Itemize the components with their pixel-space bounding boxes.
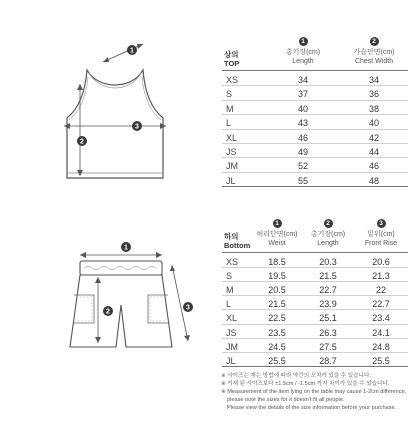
top-row-divider <box>222 143 408 144</box>
svg-text:3: 3 <box>186 304 190 312</box>
bottom-col-rise-header: 3 밑위(cm) Front Rise <box>364 220 398 248</box>
note-line-4: please note the sizes for it doesn't fit all people. <box>227 397 345 404</box>
top-row-size: M <box>226 103 234 114</box>
bottom-col-waist-header: 1 허리단면(cm) Weist <box>256 220 298 248</box>
bottom-row-value-col1: 19.5 <box>268 271 286 282</box>
bottom-row-value-col1: 21.5 <box>268 299 286 310</box>
bottom-row-value-col1: 20.5 <box>268 285 286 296</box>
top-row-value-col2: 40 <box>368 118 379 129</box>
top-row-value-col1: 43 <box>297 118 308 129</box>
top-row-divider <box>222 85 408 86</box>
bottom-row-value-col2: 22.7 <box>319 285 337 296</box>
top-row-size: L <box>226 118 232 129</box>
top-row-divider <box>222 114 408 115</box>
bottom-row-value-col1: 24.5 <box>268 341 286 352</box>
bottom-col3-num-icon: 3 <box>377 219 386 228</box>
bottom-marker-2 <box>103 306 113 316</box>
bottom-row-value-col2: 23.9 <box>319 299 337 310</box>
top-row-value-col2: 38 <box>368 103 379 114</box>
bottom-header-divider <box>222 252 408 253</box>
top-row-size: S <box>226 89 233 100</box>
top-row-value-col1: 55 <box>297 175 308 186</box>
bottom-marker-3 <box>183 302 193 312</box>
top-row-size: JM <box>226 161 238 172</box>
top-row-value-col1: 34 <box>297 75 308 85</box>
bottom-category-label: 하의 Bottom <box>224 232 251 251</box>
bottom-col1-num-icon: 1 <box>273 219 282 228</box>
top-col-chest-header: 2 가슴단면(cm) Chest Width <box>353 38 395 66</box>
note-line-1: ※ 사이즈는 재는 방법에 따라 약간의 오차가 있을 수 있습니다. <box>221 373 371 379</box>
bottom-row-value-col2: 21.5 <box>319 271 337 282</box>
top-header-divider <box>222 70 408 71</box>
svg-text:1: 1 <box>124 244 128 252</box>
bottom-row-size: XS <box>226 257 239 267</box>
note-line-5: Please view the details of the size information before your purchase. <box>227 405 397 412</box>
bottom-size-table <box>222 219 408 367</box>
top-row-value-col1: 52 <box>297 161 308 172</box>
top-row-divider <box>222 172 408 173</box>
top-row-value-col2: 44 <box>368 147 379 157</box>
bottom-row-value-col1: 18.5 <box>268 257 286 267</box>
top-row-value-col2: 42 <box>368 132 379 143</box>
bottom-row-value-col3: 23.4 <box>372 313 390 324</box>
bottom-table-bottom-rule <box>222 366 408 367</box>
bottom-row-value-col3: 24.8 <box>372 341 390 352</box>
top-row-value-col2: 48 <box>368 175 379 186</box>
bottom-row-divider <box>222 338 408 339</box>
bottom-col-length-header: 2 총기장(cm) Length <box>310 220 346 248</box>
bottom-row-size: JS <box>226 327 237 338</box>
top-row-value-col1: 46 <box>297 132 308 143</box>
bottom-row-size: S <box>226 271 233 282</box>
top-garment-diagram <box>40 40 190 190</box>
top-row-value-col2: 36 <box>368 89 379 100</box>
top-row-size: JS <box>226 147 237 157</box>
bottom-row-divider <box>222 324 408 325</box>
bottom-row-value-col2: 28.7 <box>319 355 337 366</box>
bottom-row-value-col3: 22 <box>375 285 386 296</box>
top-col2-num-icon: 2 <box>370 37 379 46</box>
bottom-row-value-col3: 25.5 <box>372 355 390 366</box>
svg-text:2: 2 <box>106 308 110 316</box>
bottom-row-value-col3: 22.7 <box>372 299 390 310</box>
top-size-table <box>222 37 408 187</box>
bottom-row-value-col3: 21.3 <box>372 271 390 282</box>
bottom-garment-diagram <box>44 237 204 362</box>
svg-text:3: 3 <box>135 123 139 131</box>
bottom-row-value-col1: 23.5 <box>268 327 286 338</box>
bottom-row-size: JM <box>226 341 238 352</box>
svg-text:2: 2 <box>80 138 84 146</box>
bottom-row-size: L <box>226 299 232 310</box>
top-row-divider <box>222 100 408 101</box>
size-notes <box>221 372 411 413</box>
top-row-value-col2: 46 <box>368 161 379 172</box>
top-row-value-col2: 34 <box>368 75 379 85</box>
bottom-row-value-col3: 20.6 <box>372 257 390 267</box>
top-marker-3 <box>132 121 142 131</box>
bottom-row-divider <box>222 281 408 282</box>
bottom-row-value-col1: 22.5 <box>268 313 286 324</box>
top-col1-num-icon: 1 <box>299 37 308 46</box>
top-marker-2 <box>77 136 87 146</box>
bottom-row-size: M <box>226 285 234 296</box>
top-table-bottom-rule <box>222 186 408 187</box>
top-row-size: XL <box>226 132 238 143</box>
top-row-value-col1: 37 <box>297 89 308 100</box>
bottom-row-value-col1: 25.5 <box>268 355 286 366</box>
bottom-col2-num-icon: 2 <box>324 219 333 228</box>
top-row-divider <box>222 157 408 158</box>
tank-top-drawing <box>40 40 190 190</box>
top-row-value-col1: 40 <box>297 103 308 114</box>
top-row-divider <box>222 129 408 130</box>
bottom-row-value-col2: 27.5 <box>319 341 337 352</box>
bottom-row-divider <box>222 295 408 296</box>
bottom-row-divider <box>222 309 408 310</box>
top-row-value-col1: 49 <box>297 147 308 157</box>
top-col-length-header: 1 총기장(cm) Length <box>285 38 321 66</box>
bottom-row-size: JL <box>226 355 236 366</box>
top-row-size: JL <box>226 175 236 186</box>
top-row-size: XS <box>226 75 239 85</box>
bottom-row-size: XL <box>226 313 238 324</box>
shorts-drawing <box>44 237 204 362</box>
note-line-2: ※ 기재 된 사이즈보다 ±1.5cm / -1.5cm 까지 차이가 있을 수 있습니다. <box>221 381 390 388</box>
bottom-row-value-col2: 26.3 <box>319 327 337 338</box>
top-category-label: 상의 TOP <box>224 50 240 69</box>
bottom-marker-1 <box>121 242 131 252</box>
bottom-row-divider <box>222 352 408 353</box>
bottom-row-divider <box>222 267 408 268</box>
top-marker-1 <box>127 45 137 55</box>
bottom-row-value-col2: 20.3 <box>319 257 337 267</box>
bottom-row-value-col2: 25.1 <box>319 313 337 324</box>
note-line-3: ※ Measurement of the item lying on the table may cause 1-2cm difference, <box>221 389 407 396</box>
bottom-row-value-col3: 24.1 <box>372 327 390 338</box>
svg-text:1: 1 <box>130 47 134 55</box>
